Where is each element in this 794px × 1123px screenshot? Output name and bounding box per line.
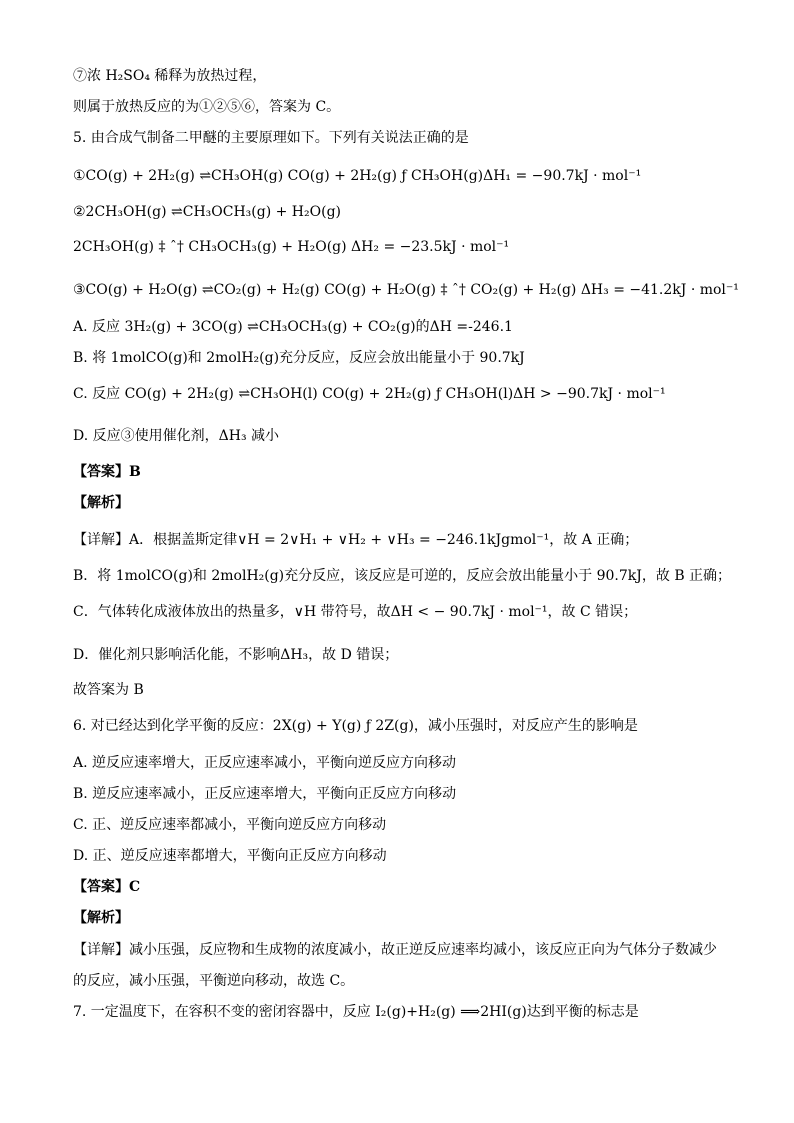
option-6d: D. 正、逆反应速率都增大，平衡向正反应方向移动 xyxy=(73,848,387,864)
text-line-1: ⑦浓 H₂SO₄ 稀释为放热过程， xyxy=(73,68,267,84)
equation-1: ①CO(g) + 2H₂(g) ⇌CH₃OH(g) CO(g) + 2H₂(g) ƒ CH₃OH(g)ΔH₁ = −90.7kJ · mol⁻¹ xyxy=(73,168,642,184)
option-5d: D. 反应③使用催化剂，ΔH₃ 减小 xyxy=(73,428,280,444)
option-5a: A. 反应 3H₂(g) + 3CO(g) ⇌CH₃OCH₃(g) + CO₂(g)的ΔH =-246.1 xyxy=(73,319,513,335)
analysis-5-heading: 【解析】 xyxy=(73,495,129,511)
question-5-stem: 5. 由合成气制备二甲醚的主要原理如下。下列有关说法正确的是 xyxy=(73,130,469,146)
answer-6: 【答案】C xyxy=(73,879,141,895)
option-5c: C. 反应 CO(g) + 2H₂(g) ⇌CH₃OH(l) CO(g) + 2H₂(g) ƒ CH₃OH(l)ΔH > −90.7kJ · mol⁻¹ xyxy=(73,386,666,402)
detail-6-line-1: 【详解】减小压强，反应物和生成物的浓度减小，故正逆反应速率均减小，该反应正向为气体分子数减少 xyxy=(73,942,717,958)
answer-5: 【答案】B xyxy=(73,464,141,480)
detail-6-line-2: 的反应，减小压强，平衡逆向移动，故选 C。 xyxy=(73,973,355,989)
question-6-stem: 6. 对已经达到化学平衡的反应：2X(g) + Y(g) ƒ 2Z(g)，减小压强时，对反应产生的影响是 xyxy=(73,718,638,734)
equation-2-dup: 2CH₃OH(g) ‡ ˆ† CH₃OCH₃(g) + H₂O(g) ΔH₂ = −23.5kJ · mol⁻¹ xyxy=(73,239,510,255)
equation-3: ③CO(g) + H₂O(g) ⇌CO₂(g) + H₂(g) CO(g) + H₂O(g) ‡ ˆ† CO₂(g) + H₂(g) ΔH₃ = −41.2kJ · mol⁻¹ xyxy=(73,282,739,298)
detail-5d: D．催化剂只影响活化能，不影响ΔH₃，故 D 错误； xyxy=(73,647,399,663)
equation-2: ②2CH₃OH(g) ⇌CH₃OCH₃(g) + H₂O(g) xyxy=(73,204,341,220)
analysis-6-heading: 【解析】 xyxy=(73,910,129,926)
detail-5c: C．气体转化成液体放出的热量多，∨H 带符号，故ΔH < − 90.7kJ · mol⁻¹，故 C 错误； xyxy=(73,604,638,620)
option-6b: B. 逆反应速率减小，正反应速率增大，平衡向正反应方向移动 xyxy=(73,786,457,802)
option-6a: A. 逆反应速率增大，正反应速率减小，平衡向逆反应方向移动 xyxy=(73,755,457,771)
text-line-2: 则属于放热反应的为①②⑤⑥，答案为 C。 xyxy=(73,99,341,115)
detail-5b: B．将 1molCO(g)和 2molH₂(g)充分反应，该反应是可逆的，反应会放出能量小于 90.7kJ，故 B 正确； xyxy=(73,568,732,584)
option-5b: B. 将 1molCO(g)和 2molH₂(g)充分反应，反应会放出能量小于 90.7kJ xyxy=(73,350,525,366)
detail-5a: 【详解】A．根据盖斯定律∨H = 2∨H₁ + ∨H₂ + ∨H₃ = −246.1kJgmol⁻¹，故 A 正确； xyxy=(73,532,639,548)
question-7-stem: 7. 一定温度下，在容积不变的密闭容器中，反应 I₂(g)+H₂(g) ⟹2HI(g)达到平衡的标志是 xyxy=(73,1004,639,1020)
option-6c: C. 正、逆反应速率都减小，平衡向逆反应方向移动 xyxy=(73,817,387,833)
conclusion-5: 故答案为 B xyxy=(73,682,144,698)
